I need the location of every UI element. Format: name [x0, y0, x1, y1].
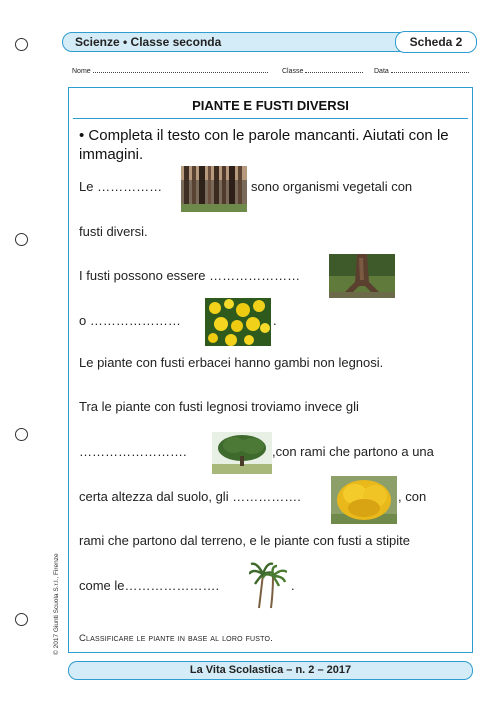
woody-stem-image	[329, 254, 395, 298]
binder-hole-1	[15, 38, 28, 51]
sentence-6: Tra le piante con fusti legnosi troviamo invece gli	[79, 399, 359, 414]
sentence-10-end: .	[291, 578, 295, 593]
sentence-1-start: Le ……………	[79, 179, 163, 194]
tree-image	[212, 432, 272, 474]
nome-blank	[93, 67, 268, 73]
classe-label: Classe	[282, 68, 304, 75]
sentence-8-start: certa altezza dal suolo, gli …………….	[79, 489, 301, 504]
classe-field	[282, 67, 363, 75]
worksheet-frame	[68, 87, 473, 653]
yellow-flowers-image	[205, 298, 271, 346]
sentence-2: fusti diversi.	[79, 224, 148, 239]
sentence-9: rami che partono dal terreno, e le piante con fusti a stipite	[79, 533, 410, 548]
palm-trees-image	[249, 560, 287, 610]
copyright-text: © 2017 Giunti Scuola S.r.l., Firenze	[53, 553, 60, 655]
sentence-7-start: …………………….	[79, 444, 187, 459]
tree-trunks-image	[181, 166, 247, 212]
sentence-10-start: come le………………….	[79, 578, 220, 593]
data-blank	[391, 67, 469, 73]
worksheet-title: PIANTE E FUSTI DIVERSI	[192, 98, 349, 113]
data-label: Data	[374, 68, 389, 75]
nome-label: Nome	[72, 68, 91, 75]
sentence-8-end: , con	[398, 489, 427, 504]
data-field	[374, 67, 469, 75]
binder-hole-4	[15, 613, 28, 626]
nome-field	[72, 67, 268, 75]
sentence-3: I fusti possono essere …………………	[79, 268, 301, 283]
yellow-shrub-image	[331, 476, 397, 524]
objective-note: Classificare le piante in base al loro fusto.	[79, 633, 274, 644]
magazine-footer: La Vita Scolastica – n. 2 – 2017	[68, 661, 473, 680]
sentence-7-end: ,con rami che partono a una	[272, 444, 434, 459]
binder-hole-2	[15, 233, 28, 246]
instruction-text: • Completa il testo con le parole mancanti. Aiutati con le immagini.	[79, 127, 449, 163]
header-title: Scienze • Classe seconda	[75, 35, 222, 49]
binder-hole-3	[15, 428, 28, 441]
title-divider	[73, 118, 468, 119]
sentence-5: Le piante con fusti erbacei hanno gambi non legnosi.	[79, 355, 384, 370]
scheda-label: Scheda 2	[395, 31, 477, 53]
sentence-4-end: .	[273, 313, 277, 328]
sentence-4: o …………………	[79, 313, 181, 328]
header-bar	[62, 32, 477, 52]
classe-blank	[305, 67, 363, 73]
sentence-1-end: sono organismi vegetali con	[251, 179, 413, 194]
